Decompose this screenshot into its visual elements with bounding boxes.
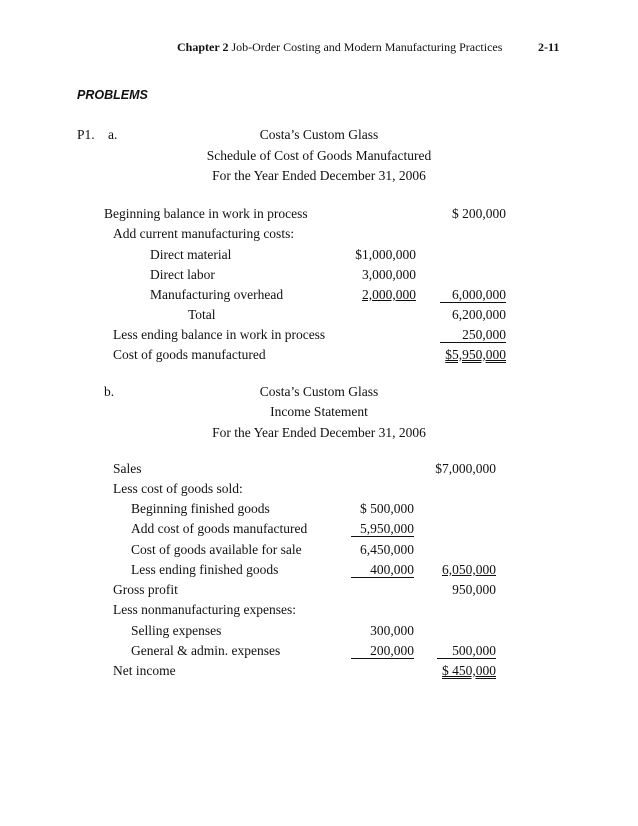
- row-label: Add current manufacturing costs:: [113, 226, 295, 241]
- chapter-title: Job-Order Costing and Modern Manufacturing Practices: [231, 40, 503, 54]
- part-b-company: Costa’s Custom Glass: [259, 384, 379, 399]
- row-sub-amount: $1,000,000: [355, 247, 416, 262]
- row-label: Less ending balance in work in process: [113, 327, 326, 342]
- page-number: 2-11: [538, 40, 560, 54]
- row-sub-amount: 300,000: [370, 623, 414, 638]
- part-b-period: For the Year Ended December 31, 2006: [212, 425, 426, 440]
- row-label: Less ending finished goods: [131, 562, 279, 577]
- row-amount: 6,200,000: [452, 307, 506, 322]
- row-amount: 6,000,000: [440, 287, 506, 303]
- part-a-company: Costa’s Custom Glass: [259, 127, 379, 142]
- row-sub-amount: 2,000,000: [362, 287, 416, 302]
- row-label: Total: [188, 307, 216, 322]
- row-label: Add cost of goods manufactured: [131, 521, 308, 536]
- row-label: Cost of goods manufactured: [113, 347, 266, 362]
- chapter-heading: [177, 40, 502, 55]
- row-label: General & admin. expenses: [131, 643, 281, 658]
- chapter-label: Chapter 2: [177, 40, 229, 54]
- row-label: Manufacturing overhead: [150, 287, 284, 302]
- row-amount: $7,000,000: [435, 461, 496, 476]
- row-sub-amount: 6,450,000: [360, 542, 414, 557]
- row-label: Beginning finished goods: [131, 501, 270, 516]
- part-b-statement: Income Statement: [270, 404, 368, 419]
- part-a-period: For the Year Ended December 31, 2006: [212, 168, 426, 183]
- row-label: Net income: [113, 663, 176, 678]
- row-label: Gross profit: [113, 582, 178, 597]
- row-sub-amount: 200,000: [351, 643, 414, 659]
- row-amount: $5,950,000: [445, 347, 506, 362]
- row-label: Less cost of goods sold:: [113, 481, 243, 496]
- row-amount: 6,050,000: [442, 562, 496, 577]
- row-amount: 500,000: [437, 643, 496, 659]
- row-sub-amount: 5,950,000: [351, 521, 414, 537]
- row-amount: 250,000: [440, 327, 506, 343]
- row-label: Selling expenses: [131, 623, 222, 638]
- row-label: Direct material: [150, 247, 232, 262]
- row-label: Direct labor: [150, 267, 215, 282]
- row-sub-amount: 3,000,000: [362, 267, 416, 282]
- row-sub-amount: $ 500,000: [360, 501, 414, 516]
- problem-id: P1.: [77, 127, 95, 142]
- part-a-statement: Schedule of Cost of Goods Manufactured: [206, 148, 432, 163]
- row-amount: $ 200,000: [452, 206, 506, 221]
- section-title: PROBLEMS: [77, 88, 148, 102]
- row-amount: 950,000: [452, 582, 496, 597]
- row-label: Beginning balance in work in process: [104, 206, 308, 221]
- part-a-label: a.: [108, 127, 118, 142]
- row-label: Cost of goods available for sale: [131, 542, 302, 557]
- row-sub-amount: 400,000: [351, 562, 414, 578]
- part-b-label: b.: [104, 384, 115, 399]
- row-amount: $ 450,000: [442, 663, 496, 678]
- row-label: Sales: [113, 461, 142, 476]
- row-label: Less nonmanufacturing expenses:: [113, 602, 296, 617]
